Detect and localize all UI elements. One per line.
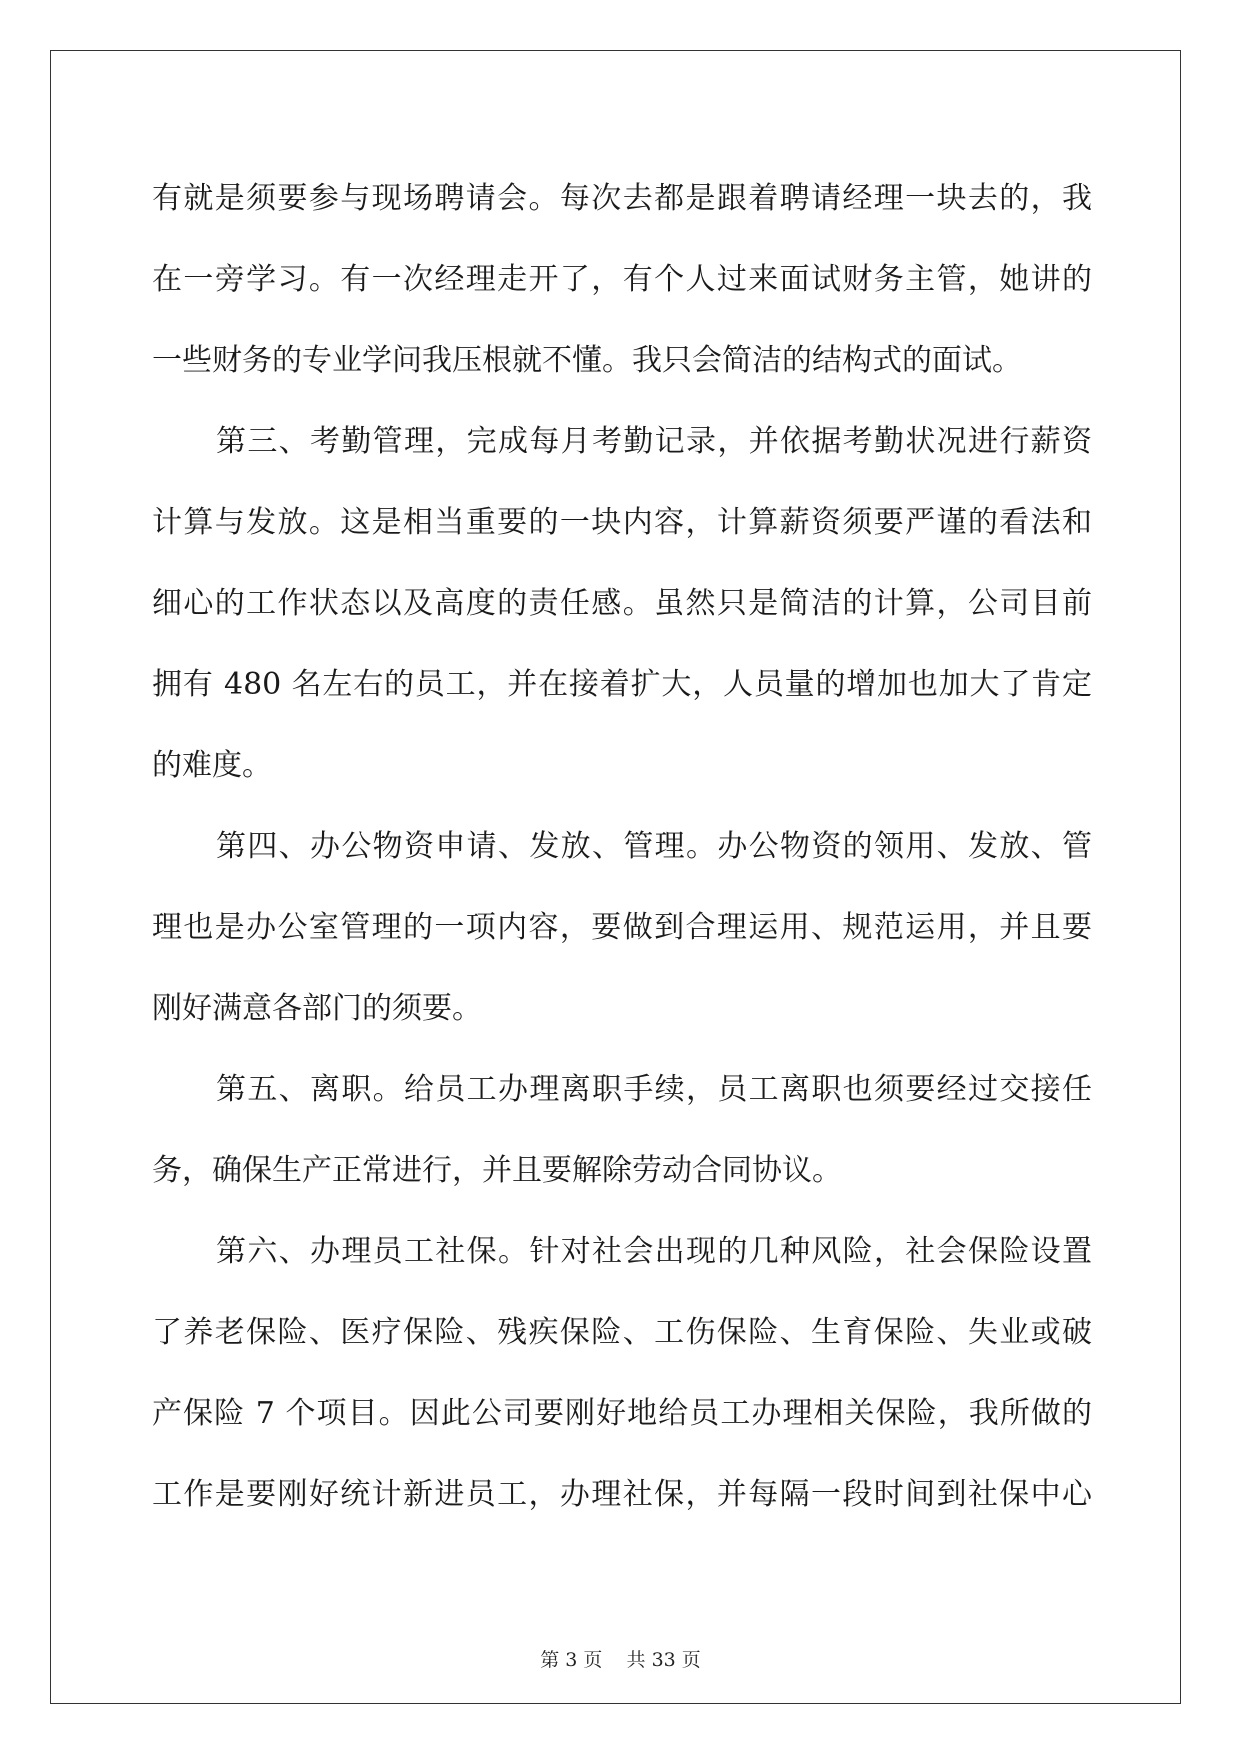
text-line: 的难度。 xyxy=(152,748,272,783)
text-line: 工作是要刚好统计新进员工，办理社保，并每隔一段时间到社保中心 xyxy=(152,1477,1092,1512)
text-line: 第三、考勤管理，完成每月考勤记录，并依据考勤状况进行薪资 xyxy=(216,424,1092,459)
text-line: 务，确保生产正常进行，并且要解除劳动合同协议。 xyxy=(152,1153,842,1188)
text-line: 拥有 480 名左右的员工，并在接着扩大，人员量的增加也加大了肯定 xyxy=(152,667,1092,702)
text-line: 了养老保险、医疗保险、残疾保险、工伤保险、生育保险、失业或破 xyxy=(152,1315,1092,1350)
page-total: 共 33 页 xyxy=(626,1649,701,1671)
page-footer xyxy=(0,1645,1241,1672)
text-line: 第四、办公物资申请、发放、管理。办公物资的领用、发放、管 xyxy=(216,829,1092,864)
text-line: 理也是办公室管理的一项内容，要做到合理运用、规范运用，并且要 xyxy=(152,910,1092,945)
text-line: 第五、离职。给员工办理离职手续，员工离职也须要经过交接任 xyxy=(216,1072,1092,1107)
text-line: 细心的工作状态以及高度的责任感。虽然只是简洁的计算，公司目前 xyxy=(152,586,1092,621)
text-line: 产保险 7 个项目。因此公司要刚好地给员工办理相关保险，我所做的 xyxy=(152,1396,1092,1431)
text-line: 一些财务的专业学问我压根就不懂。我只会简洁的结构式的面试。 xyxy=(152,343,1022,378)
text-line: 刚好满意各部门的须要。 xyxy=(152,991,482,1026)
text-line: 第六、办理员工社保。针对社会出现的几种风险，社会保险设置 xyxy=(216,1234,1092,1269)
page-number: 第 3 页 xyxy=(540,1649,603,1671)
text-line: 在一旁学习。有一次经理走开了，有个人过来面试财务主管，她讲的 xyxy=(152,262,1092,297)
document-body xyxy=(152,158,1092,1535)
text-line: 计算与发放。这是相当重要的一块内容，计算薪资须要严谨的看法和 xyxy=(152,505,1092,540)
text-line: 有就是须要参与现场聘请会。每次去都是跟着聘请经理一块去的，我 xyxy=(152,181,1092,216)
